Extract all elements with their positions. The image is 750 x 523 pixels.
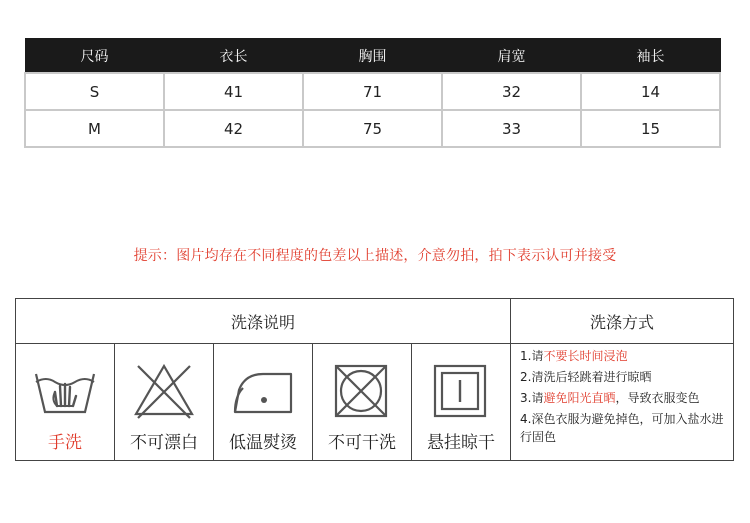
color-difference-notice: 提示：图片均存在不同程度的色差以上描述，介意勿拍，拍下表示认可并接受 <box>133 248 617 264</box>
size-table-header <box>25 39 720 74</box>
table-row <box>25 73 720 110</box>
care-symbol-hand-wash <box>16 344 115 460</box>
no-dry-clean-icon <box>330 360 394 422</box>
care-tip: 1.请不要长时间浸泡 <box>520 349 628 363</box>
header-shoulder: 肩宽 <box>442 39 581 74</box>
table-cell: 75 <box>303 110 442 147</box>
table-cell: 14 <box>581 73 720 110</box>
table-cell: M <box>25 110 164 147</box>
header-chest: 胸围 <box>303 39 442 74</box>
header-sleeve: 袖长 <box>581 39 720 74</box>
care-label: 手洗 <box>48 433 82 453</box>
size-table <box>24 38 721 148</box>
header-size: 尺码 <box>25 39 164 74</box>
care-symbol-hang-dry <box>412 344 511 460</box>
care-symbol-low-iron <box>214 344 313 460</box>
care-label: 悬挂晾干 <box>427 433 495 453</box>
care-symbols <box>16 344 511 460</box>
table-cell: S <box>25 73 164 110</box>
care-label: 低温熨烫 <box>229 433 297 453</box>
table-cell: 71 <box>303 73 442 110</box>
care-tip: 4.深色衣服为避免掉色，可加入盐水进行固色 <box>520 412 724 444</box>
care-instructions <box>15 298 734 461</box>
table-cell: 32 <box>442 73 581 110</box>
header-length: 衣长 <box>164 39 303 74</box>
care-right-title: 洗涤方式 <box>511 299 733 344</box>
care-tip: 2.清洗后轻跳着进行晾晒 <box>520 370 652 384</box>
no-bleach-icon <box>132 360 196 422</box>
care-tip: 3.请避免阳光直晒，导致衣服变色 <box>520 391 700 405</box>
care-symbol-no-bleach <box>115 344 214 460</box>
care-symbol-no-dry-clean <box>313 344 412 460</box>
care-label: 不可漂白 <box>130 433 198 453</box>
table-cell: 15 <box>581 110 720 147</box>
table-cell: 33 <box>442 110 581 147</box>
hand-wash-icon <box>33 360 97 422</box>
hang-dry-icon <box>429 360 493 422</box>
table-cell: 41 <box>164 73 303 110</box>
care-left-title: 洗涤说明 <box>16 299 511 344</box>
table-cell: 42 <box>164 110 303 147</box>
table-row <box>25 110 720 147</box>
care-tips <box>520 347 728 446</box>
care-label: 不可干洗 <box>328 433 396 453</box>
low-iron-icon <box>231 360 295 422</box>
